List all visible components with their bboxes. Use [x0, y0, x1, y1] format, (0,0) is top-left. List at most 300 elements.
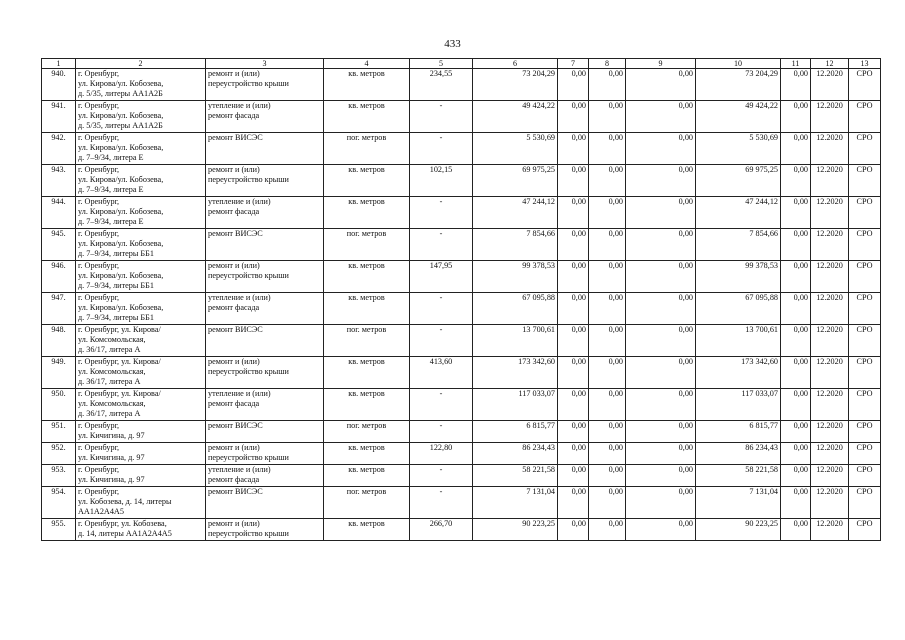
col11-cell: 0,00	[781, 197, 811, 229]
deadline-cell: 12.2020	[811, 69, 849, 101]
unit-cell: кв. метров	[324, 293, 410, 325]
method-cell: СРО	[849, 229, 881, 261]
col10-cell: 47 244,12	[696, 197, 781, 229]
unit-cell: кв. метров	[324, 69, 410, 101]
col7-cell: 0,00	[558, 229, 589, 261]
col11-cell: 0,00	[781, 465, 811, 487]
work-type-cell	[206, 229, 324, 261]
work-type-cell	[206, 261, 324, 293]
col10-cell: 86 234,43	[696, 443, 781, 465]
col7-cell: 0,00	[558, 101, 589, 133]
address-line: ул. Кирова/ул. Кобозева,	[78, 303, 164, 312]
address-line: ул. Кирова/ул. Кобозева,	[78, 239, 164, 248]
col10-cell: 58 221,58	[696, 465, 781, 487]
work-type-line: ремонт и (или)	[208, 519, 260, 528]
table-row	[42, 293, 881, 325]
method-cell: СРО	[849, 165, 881, 197]
col10-cell: 73 204,29	[696, 69, 781, 101]
quantity-cell: 234,55	[410, 69, 473, 101]
address-line: г. Оренбург, ул. Кобозева,	[78, 519, 167, 528]
row-number: 942.	[42, 133, 76, 165]
work-type-line: ремонт и (или)	[208, 69, 260, 78]
col7-cell: 0,00	[558, 261, 589, 293]
work-type-line: утепление и (или)	[208, 197, 271, 206]
quantity-cell: -	[410, 325, 473, 357]
deadline-cell: 12.2020	[811, 465, 849, 487]
row-number: 947.	[42, 293, 76, 325]
col9-cell: 0,00	[626, 133, 696, 165]
quantity-cell: -	[410, 389, 473, 421]
unit-cell: кв. метров	[324, 443, 410, 465]
method-cell: СРО	[849, 293, 881, 325]
method-cell: СРО	[849, 421, 881, 443]
quantity-cell: 122,80	[410, 443, 473, 465]
col10-cell: 99 378,53	[696, 261, 781, 293]
address-line: г. Оренбург,	[78, 421, 120, 430]
work-type-line: ремонт ВИСЭС	[208, 133, 263, 142]
deadline-cell: 12.2020	[811, 165, 849, 197]
address-cell	[76, 165, 206, 197]
quantity-cell: -	[410, 465, 473, 487]
deadline-cell: 12.2020	[811, 197, 849, 229]
address-line: г. Оренбург,	[78, 293, 120, 302]
address-line: ул. Кобозева, д. 14, литеры	[78, 497, 172, 506]
table-row	[42, 69, 881, 101]
unit-cell: пог. метров	[324, 229, 410, 261]
address-line: г. Оренбург,	[78, 197, 120, 206]
address-line: г. Оренбург,	[78, 443, 120, 452]
address-cell	[76, 261, 206, 293]
total-cost-cell: 6 815,77	[473, 421, 558, 443]
table-row	[42, 389, 881, 421]
work-type-cell	[206, 69, 324, 101]
col7-cell: 0,00	[558, 465, 589, 487]
total-cost-cell: 99 378,53	[473, 261, 558, 293]
col8-cell: 0,00	[589, 325, 626, 357]
address-line: д. 36/17, литера А	[78, 377, 141, 386]
col8-cell: 0,00	[589, 357, 626, 389]
method-cell: СРО	[849, 487, 881, 519]
col7-cell: 0,00	[558, 133, 589, 165]
quantity-cell: 102,15	[410, 165, 473, 197]
total-cost-cell: 5 530,69	[473, 133, 558, 165]
table-row	[42, 101, 881, 133]
row-number: 954.	[42, 487, 76, 519]
address-line: ул. Кирова/ул. Кобозева,	[78, 79, 164, 88]
col8-cell: 0,00	[589, 69, 626, 101]
deadline-cell: 12.2020	[811, 389, 849, 421]
work-type-cell	[206, 101, 324, 133]
col7-cell: 0,00	[558, 197, 589, 229]
work-type-line: ремонт ВИСЭС	[208, 421, 263, 430]
col9-cell: 0,00	[626, 519, 696, 541]
col8-cell: 0,00	[589, 519, 626, 541]
address-line: ул. Кирова/ул. Кобозева,	[78, 207, 164, 216]
work-type-line: утепление и (или)	[208, 389, 271, 398]
work-type-line: переустройство крыши	[208, 175, 289, 184]
address-cell	[76, 325, 206, 357]
address-line: д. 14, литеры АА1А2А4А5	[78, 529, 172, 538]
col9-cell: 0,00	[626, 443, 696, 465]
total-cost-cell: 7 854,66	[473, 229, 558, 261]
deadline-cell: 12.2020	[811, 421, 849, 443]
address-line: д. 36/17, литера А	[78, 409, 141, 418]
address-line: г. Оренбург,	[78, 101, 120, 110]
total-cost-cell: 86 234,43	[473, 443, 558, 465]
deadline-cell: 12.2020	[811, 261, 849, 293]
col11-cell: 0,00	[781, 229, 811, 261]
work-type-cell	[206, 133, 324, 165]
address-line: ул. Комсомольская,	[78, 399, 146, 408]
address-line: г. Оренбург,	[78, 261, 120, 270]
row-number: 950.	[42, 389, 76, 421]
address-line: г. Оренбург, ул. Кирова/	[78, 325, 161, 334]
total-cost-cell: 173 342,60	[473, 357, 558, 389]
col11-cell: 0,00	[781, 487, 811, 519]
work-type-cell	[206, 197, 324, 229]
column-header-12: 12	[811, 59, 849, 69]
col11-cell: 0,00	[781, 421, 811, 443]
col9-cell: 0,00	[626, 487, 696, 519]
total-cost-cell: 69 975,25	[473, 165, 558, 197]
address-cell	[76, 293, 206, 325]
table-row	[42, 443, 881, 465]
column-header-2: 2	[76, 59, 206, 69]
address-line: г. Оренбург,	[78, 487, 120, 496]
unit-cell: кв. метров	[324, 165, 410, 197]
work-type-line: ремонт фасада	[208, 399, 260, 408]
work-type-cell	[206, 443, 324, 465]
address-cell	[76, 357, 206, 389]
quantity-cell: -	[410, 487, 473, 519]
col11-cell: 0,00	[781, 165, 811, 197]
work-type-line: ремонт ВИСЭС	[208, 229, 263, 238]
row-number: 943.	[42, 165, 76, 197]
table-row	[42, 421, 881, 443]
column-header-8: 8	[589, 59, 626, 69]
method-cell: СРО	[849, 133, 881, 165]
table-row	[42, 325, 881, 357]
quantity-cell: -	[410, 197, 473, 229]
col8-cell: 0,00	[589, 197, 626, 229]
deadline-cell: 12.2020	[811, 487, 849, 519]
work-type-cell	[206, 487, 324, 519]
unit-cell: пог. метров	[324, 325, 410, 357]
row-number: 953.	[42, 465, 76, 487]
col11-cell: 0,00	[781, 293, 811, 325]
total-cost-cell: 58 221,58	[473, 465, 558, 487]
col9-cell: 0,00	[626, 165, 696, 197]
method-cell: СРО	[849, 357, 881, 389]
col8-cell: 0,00	[589, 443, 626, 465]
address-line: д. 36/17, литера А	[78, 345, 141, 354]
col11-cell: 0,00	[781, 325, 811, 357]
row-number: 941.	[42, 101, 76, 133]
method-cell: СРО	[849, 389, 881, 421]
col8-cell: 0,00	[589, 465, 626, 487]
work-type-cell	[206, 519, 324, 541]
total-cost-cell: 117 033,07	[473, 389, 558, 421]
col9-cell: 0,00	[626, 229, 696, 261]
total-cost-cell: 90 223,25	[473, 519, 558, 541]
col7-cell: 0,00	[558, 69, 589, 101]
work-type-line: переустройство крыши	[208, 453, 289, 462]
work-type-line: переустройство крыши	[208, 529, 289, 538]
table-row	[42, 357, 881, 389]
work-type-cell	[206, 389, 324, 421]
col10-cell: 117 033,07	[696, 389, 781, 421]
table-body	[42, 69, 881, 541]
page-number: 433	[444, 38, 461, 50]
deadline-cell: 12.2020	[811, 519, 849, 541]
table-row	[42, 165, 881, 197]
column-header-7: 7	[558, 59, 589, 69]
address-cell	[76, 487, 206, 519]
col8-cell: 0,00	[589, 389, 626, 421]
address-cell	[76, 197, 206, 229]
col11-cell: 0,00	[781, 133, 811, 165]
address-line: г. Оренбург,	[78, 133, 120, 142]
col7-cell: 0,00	[558, 293, 589, 325]
total-cost-cell: 49 424,22	[473, 101, 558, 133]
row-number: 946.	[42, 261, 76, 293]
col7-cell: 0,00	[558, 357, 589, 389]
work-type-line: ремонт и (или)	[208, 357, 260, 366]
unit-cell: пог. метров	[324, 421, 410, 443]
address-cell	[76, 229, 206, 261]
deadline-cell: 12.2020	[811, 293, 849, 325]
method-cell: СРО	[849, 261, 881, 293]
header-row	[42, 59, 881, 69]
row-number: 955.	[42, 519, 76, 541]
address-line: г. Оренбург,	[78, 465, 120, 474]
col8-cell: 0,00	[589, 293, 626, 325]
col8-cell: 0,00	[589, 261, 626, 293]
quantity-cell: -	[410, 101, 473, 133]
work-type-line: ремонт фасада	[208, 303, 260, 312]
col9-cell: 0,00	[626, 69, 696, 101]
work-type-cell	[206, 293, 324, 325]
unit-cell: кв. метров	[324, 465, 410, 487]
col11-cell: 0,00	[781, 101, 811, 133]
deadline-cell: 12.2020	[811, 229, 849, 261]
col8-cell: 0,00	[589, 229, 626, 261]
column-header-9: 9	[626, 59, 696, 69]
column-header-13: 13	[849, 59, 881, 69]
table-header	[42, 59, 881, 69]
col9-cell: 0,00	[626, 389, 696, 421]
work-type-cell	[206, 357, 324, 389]
method-cell: СРО	[849, 197, 881, 229]
col7-cell: 0,00	[558, 443, 589, 465]
method-cell: СРО	[849, 101, 881, 133]
total-cost-cell: 67 095,88	[473, 293, 558, 325]
address-line: д. 5/35, литеры АА1А2Б	[78, 121, 163, 130]
address-line: ул. Комсомольская,	[78, 335, 146, 344]
row-number: 945.	[42, 229, 76, 261]
column-header-5: 5	[410, 59, 473, 69]
address-line: д. 7–9/34, литеры ББ1	[78, 249, 154, 258]
col10-cell: 90 223,25	[696, 519, 781, 541]
address-cell	[76, 519, 206, 541]
method-cell: СРО	[849, 443, 881, 465]
quantity-cell: -	[410, 133, 473, 165]
col7-cell: 0,00	[558, 389, 589, 421]
address-cell	[76, 133, 206, 165]
work-type-cell	[206, 325, 324, 357]
col8-cell: 0,00	[589, 165, 626, 197]
col10-cell: 173 342,60	[696, 357, 781, 389]
work-type-line: ремонт ВИСЭС	[208, 487, 263, 496]
quantity-cell: 413,60	[410, 357, 473, 389]
col10-cell: 13 700,61	[696, 325, 781, 357]
address-line: ул. Кичигина, д. 97	[78, 431, 145, 440]
address-line: ул. Кичигина, д. 97	[78, 453, 145, 462]
col9-cell: 0,00	[626, 465, 696, 487]
col7-cell: 0,00	[558, 325, 589, 357]
col10-cell: 6 815,77	[696, 421, 781, 443]
deadline-cell: 12.2020	[811, 443, 849, 465]
work-type-line: ремонт фасада	[208, 111, 260, 120]
address-line: д. 7–9/34, литера Е	[78, 153, 144, 162]
table-row	[42, 465, 881, 487]
address-line: д. 7–9/34, литеры ББ1	[78, 313, 154, 322]
col7-cell: 0,00	[558, 519, 589, 541]
address-cell	[76, 465, 206, 487]
work-type-line: переустройство крыши	[208, 271, 289, 280]
unit-cell: кв. метров	[324, 357, 410, 389]
address-line: д. 7–9/34, литера Е	[78, 185, 144, 194]
col10-cell: 7 131,04	[696, 487, 781, 519]
col9-cell: 0,00	[626, 261, 696, 293]
work-type-line: ремонт фасада	[208, 207, 260, 216]
work-type-cell	[206, 165, 324, 197]
address-cell	[76, 389, 206, 421]
total-cost-cell: 13 700,61	[473, 325, 558, 357]
deadline-cell: 12.2020	[811, 101, 849, 133]
address-line: ул. Кичигина, д. 97	[78, 475, 145, 484]
address-cell	[76, 69, 206, 101]
row-number: 949.	[42, 357, 76, 389]
col9-cell: 0,00	[626, 101, 696, 133]
col10-cell: 7 854,66	[696, 229, 781, 261]
method-cell: СРО	[849, 519, 881, 541]
table-row	[42, 229, 881, 261]
column-header-6: 6	[473, 59, 558, 69]
table-row	[42, 261, 881, 293]
work-type-line: ремонт и (или)	[208, 443, 260, 452]
method-cell: СРО	[849, 325, 881, 357]
table-row	[42, 197, 881, 229]
unit-cell: кв. метров	[324, 261, 410, 293]
col9-cell: 0,00	[626, 325, 696, 357]
address-cell	[76, 101, 206, 133]
address-line: д. 5/35, литеры АА1А2Б	[78, 89, 163, 98]
quantity-cell: -	[410, 421, 473, 443]
row-number: 944.	[42, 197, 76, 229]
address-line: ул. Кирова/ул. Кобозева,	[78, 271, 164, 280]
total-cost-cell: 47 244,12	[473, 197, 558, 229]
total-cost-cell: 73 204,29	[473, 69, 558, 101]
address-cell	[76, 421, 206, 443]
col11-cell: 0,00	[781, 261, 811, 293]
col10-cell: 67 095,88	[696, 293, 781, 325]
col8-cell: 0,00	[589, 487, 626, 519]
deadline-cell: 12.2020	[811, 357, 849, 389]
address-line: д. 7–9/34, литеры ББ1	[78, 281, 154, 290]
quantity-cell: 266,70	[410, 519, 473, 541]
address-line: г. Оренбург,	[78, 165, 120, 174]
total-cost-cell: 7 131,04	[473, 487, 558, 519]
table-row	[42, 519, 881, 541]
col8-cell: 0,00	[589, 101, 626, 133]
address-line: ул. Кирова/ул. Кобозева,	[78, 175, 164, 184]
col10-cell: 69 975,25	[696, 165, 781, 197]
method-cell: СРО	[849, 69, 881, 101]
table-row	[42, 133, 881, 165]
work-type-line: ремонт и (или)	[208, 261, 260, 270]
deadline-cell: 12.2020	[811, 133, 849, 165]
unit-cell: пог. метров	[324, 487, 410, 519]
work-type-line: переустройство крыши	[208, 367, 289, 376]
col11-cell: 0,00	[781, 389, 811, 421]
address-line: ул. Кирова/ул. Кобозева,	[78, 111, 164, 120]
col11-cell: 0,00	[781, 357, 811, 389]
address-line: г. Оренбург, ул. Кирова/	[78, 357, 161, 366]
col8-cell: 0,00	[589, 133, 626, 165]
col11-cell: 0,00	[781, 443, 811, 465]
col7-cell: 0,00	[558, 165, 589, 197]
unit-cell: пог. метров	[324, 133, 410, 165]
col9-cell: 0,00	[626, 197, 696, 229]
unit-cell: кв. метров	[324, 519, 410, 541]
col11-cell: 0,00	[781, 69, 811, 101]
col7-cell: 0,00	[558, 421, 589, 443]
work-type-line: ремонт фасада	[208, 475, 260, 484]
quantity-cell: 147,95	[410, 261, 473, 293]
method-cell: СРО	[849, 465, 881, 487]
work-type-line: ремонт ВИСЭС	[208, 325, 263, 334]
col9-cell: 0,00	[626, 421, 696, 443]
address-line: АА1А2А4А5	[78, 507, 124, 516]
address-cell	[76, 443, 206, 465]
unit-cell: кв. метров	[324, 389, 410, 421]
unit-cell: кв. метров	[324, 101, 410, 133]
column-header-1: 1	[42, 59, 76, 69]
address-line: г. Оренбург, ул. Кирова/	[78, 389, 161, 398]
row-number: 940.	[42, 69, 76, 101]
column-header-10: 10	[696, 59, 781, 69]
row-number: 952.	[42, 443, 76, 465]
deadline-cell: 12.2020	[811, 325, 849, 357]
col9-cell: 0,00	[626, 357, 696, 389]
address-line: ул. Кирова/ул. Кобозева,	[78, 143, 164, 152]
column-header-4: 4	[324, 59, 410, 69]
col10-cell: 49 424,22	[696, 101, 781, 133]
unit-cell: кв. метров	[324, 197, 410, 229]
row-number: 948.	[42, 325, 76, 357]
col10-cell: 5 530,69	[696, 133, 781, 165]
address-line: г. Оренбург,	[78, 229, 120, 238]
work-type-cell	[206, 421, 324, 443]
work-type-line: переустройство крыши	[208, 79, 289, 88]
row-number: 951.	[42, 421, 76, 443]
col8-cell: 0,00	[589, 421, 626, 443]
col7-cell: 0,00	[558, 487, 589, 519]
table-row	[42, 487, 881, 519]
work-type-line: утепление и (или)	[208, 465, 271, 474]
address-line: г. Оренбург,	[78, 69, 120, 78]
